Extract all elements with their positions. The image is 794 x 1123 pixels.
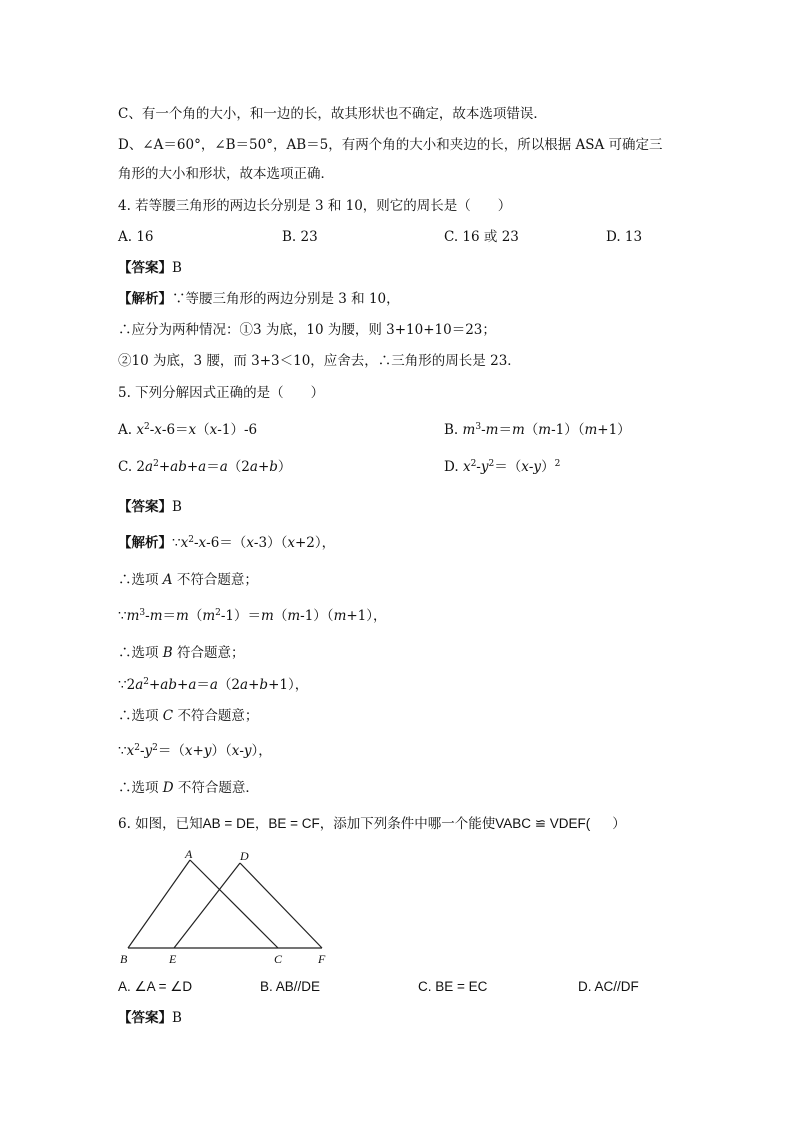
triangle-figure	[112, 846, 342, 974]
segment-ac	[190, 860, 278, 948]
q5-analysis-5: $\because 2a^2+ab+a=a(2a+b+1)$，	[118, 677, 309, 693]
q4-analysis-2: ∴应分为两种情况：①3 为底，10 为腰，则 3+10+10＝23；	[118, 322, 496, 338]
question-6: 6. 如图，已知AB = DE，BE = CF，添加下列条件中哪一个能使VABC ≌ VDEF( ）	[118, 816, 626, 832]
segment-df	[240, 863, 322, 948]
q5-option-a: A. $x^2-x-6=x(x-1)-6$	[118, 422, 258, 438]
q5-analysis-2: ∴选项 A 不符合题意；	[118, 572, 258, 588]
analysis-label: 【解析】	[118, 291, 172, 307]
q6-answer: 【答案】B	[118, 1010, 182, 1026]
question-5: 5. 下列分解因式正确的是（ ）	[118, 385, 325, 401]
q6-option-c: C. BE = EC	[418, 979, 488, 994]
option-d-note-line2: 角形的大小和形状，故本选项正确．	[118, 166, 334, 182]
q4-analysis-3: ②10 为底，3 腰，而 3+3＜10，应舍去，∴三角形的周长是 23．	[118, 353, 521, 369]
q6-option-a: A. ∠A = ∠D	[118, 979, 193, 994]
label-d: D	[240, 849, 249, 863]
label-e: E	[169, 952, 177, 966]
q5-analysis-4: ∴选项 B 符合题意；	[118, 645, 245, 661]
q6-option-d: D. AC//DF	[578, 979, 639, 994]
q4-option-c: C. 16 或 23	[444, 229, 519, 245]
label-f: F	[318, 952, 326, 966]
q6-option-b: B. AB//DE	[260, 979, 321, 994]
q5-option-c: C. $2a^2+ab+a=a(2a+b)$	[118, 459, 292, 475]
q4-analysis-1: 【解析】∵等腰三角形的两边分别是 3 和 10，	[118, 291, 400, 307]
q4-option-a: A. 16	[118, 229, 154, 245]
question-4: 4. 若等腰三角形的两边长分别是 3 和 10，则它的周长是（ ）	[118, 198, 512, 214]
q5-option-b: B. $m^3-m=m(m-1)(m+1)$	[444, 422, 631, 438]
segment-ed	[174, 863, 240, 948]
q4-answer: 【答案】B	[118, 260, 182, 276]
answer-label: 【答案】	[118, 260, 172, 276]
q4-option-d: D. 13	[606, 229, 643, 245]
label-c: C	[274, 952, 283, 966]
q5-analysis-1: 【解析】$\because x^2-x-6=(x-3)(x+2)$，	[118, 535, 336, 551]
q5-answer: 【答案】B	[118, 499, 182, 515]
segment-ba	[128, 860, 190, 948]
label-b: B	[120, 952, 128, 966]
q5-analysis-7: $\because x^2-y^2=(x+y)(x-y)$，	[118, 743, 272, 759]
q5-option-d: D. $x^2-y^2=(x-y)^2$	[444, 459, 561, 475]
option-c-note: C、有一个角的大小，和一边的长，故其形状也不确定，故本选项错误．	[118, 106, 547, 122]
q5-analysis-6: ∴选项 C 不符合题意；	[118, 708, 259, 724]
label-a: A	[185, 847, 193, 861]
q4-option-b: B. 23	[282, 229, 318, 245]
q5-analysis-3: $\because m^3-m=m(m^2-1)=m(m-1)(m+1)$，	[118, 608, 387, 624]
q5-analysis-8: ∴选项 D 不符合题意．	[118, 780, 259, 796]
option-d-note-line1: D、∠A＝60°，∠B＝50°，AB＝5，有两个角的大小和夹边的长，所以根据 ASA 可确定三	[118, 137, 663, 153]
